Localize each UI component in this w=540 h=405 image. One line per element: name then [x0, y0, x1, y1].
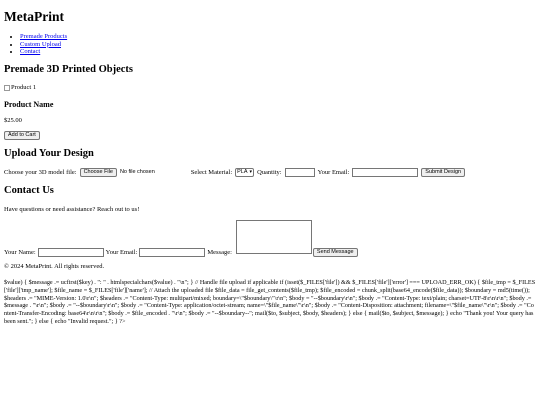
- contact-message-label: Message:: [207, 248, 232, 256]
- upload-email-input[interactable]: [352, 168, 418, 177]
- contact-message-textarea[interactable]: [236, 220, 312, 254]
- add-to-cart-button[interactable]: Add to Cart: [4, 131, 40, 140]
- leaked-php-source: $value) { $message .= ucfirst($key) . ": " . htmlspecialchars($value) . "\n"; } // Handle file upload if applicable if (isset($_FILES['file']) && $_FILES['file']['error'] === UPLOAD_ERR_OK) { $file_tmp = $_FILES['file']['tmp_name']; $file_name = $_FILES['file']['name']; // Attach the uploaded file $file_data = file_get_contents($file_tmp); $file_encoded = chunk_split(base64_encode($file_data)); $boundary = md5(time()); $headers .= "MIME-Version: 1.0\r\n"; $headers .= "Content-Type: multipart/mixed; boundary=\"$boundary\"\r\n"; $body = "--$boundary\r\n"; $body .= "Content-Type: text/plain; charset=UTF-8\r\n\r\n"; $body .= $message . "\r\n"; $body .= "--$boundary\r\n"; $body .= "Content-Type: application/octet-stream; name=\"$file_name\"\r\n"; $body .= "Content-Disposition: attachment; filename=\"$file_name\"\r\n"; $body .= "Content-Transfer-Encoding: base64\r\n\r\n"; $body .= $file_encoded . "\r\n"; $body .= "--$boundary--"; mail($to, $subject, $body, $headers); } else { mail($to, $subject, $message); } echo "Thank you! Your query has been sent."; } else { echo "Invalid request."; } ?>: [4, 279, 536, 325]
- nav-link-contact[interactable]: Contact: [20, 48, 41, 56]
- material-select-value: PLA: [237, 169, 248, 176]
- send-message-button[interactable]: Send Message: [313, 248, 358, 257]
- nav-item-premade: [20, 33, 67, 41]
- product-image: [4, 84, 36, 91]
- upload-form: [4, 168, 465, 177]
- product-image-alt: Product 1: [11, 84, 37, 91]
- upload-email-label: Your Email:: [317, 168, 350, 176]
- submit-design-button[interactable]: Submit Design: [421, 168, 465, 177]
- contact-email-label: Your Email:: [105, 248, 138, 256]
- file-status: No file chosen: [119, 169, 155, 176]
- upload-heading: Upload Your Design: [4, 148, 94, 159]
- contact-intro: Have questions or need assistance? Reach out to us!: [4, 206, 140, 213]
- product-name: Product Name: [4, 100, 54, 109]
- material-select[interactable]: [235, 168, 254, 177]
- contact-email-input[interactable]: [139, 248, 205, 257]
- chevron-down-icon: ▾: [249, 168, 253, 175]
- nav-item-contact: [20, 48, 67, 56]
- broken-image-icon: [4, 85, 10, 91]
- products-heading: Premade 3D Printed Objects: [4, 64, 133, 75]
- nav-link-premade-products[interactable]: Premade Products: [20, 33, 68, 40]
- quantity-label: Quantity:: [257, 168, 282, 176]
- file-label: Choose your 3D model file:: [4, 168, 77, 176]
- main-nav: [4, 33, 67, 56]
- contact-name-input[interactable]: [38, 248, 104, 257]
- nav-link-custom-upload[interactable]: Custom Upload: [20, 40, 61, 48]
- contact-name-label: Your Name:: [4, 248, 36, 256]
- footer-copyright: © 2024 MetaPrint. All rights reserved.: [4, 263, 105, 270]
- contact-heading: Contact Us: [4, 185, 54, 196]
- material-label: Select Material:: [190, 168, 233, 176]
- choose-file-button[interactable]: Choose File: [80, 168, 117, 177]
- nav-item-upload: [20, 41, 67, 49]
- product-price: $25.00: [4, 117, 22, 124]
- site-title: MetaPrint: [4, 9, 64, 24]
- quantity-input[interactable]: [285, 168, 315, 177]
